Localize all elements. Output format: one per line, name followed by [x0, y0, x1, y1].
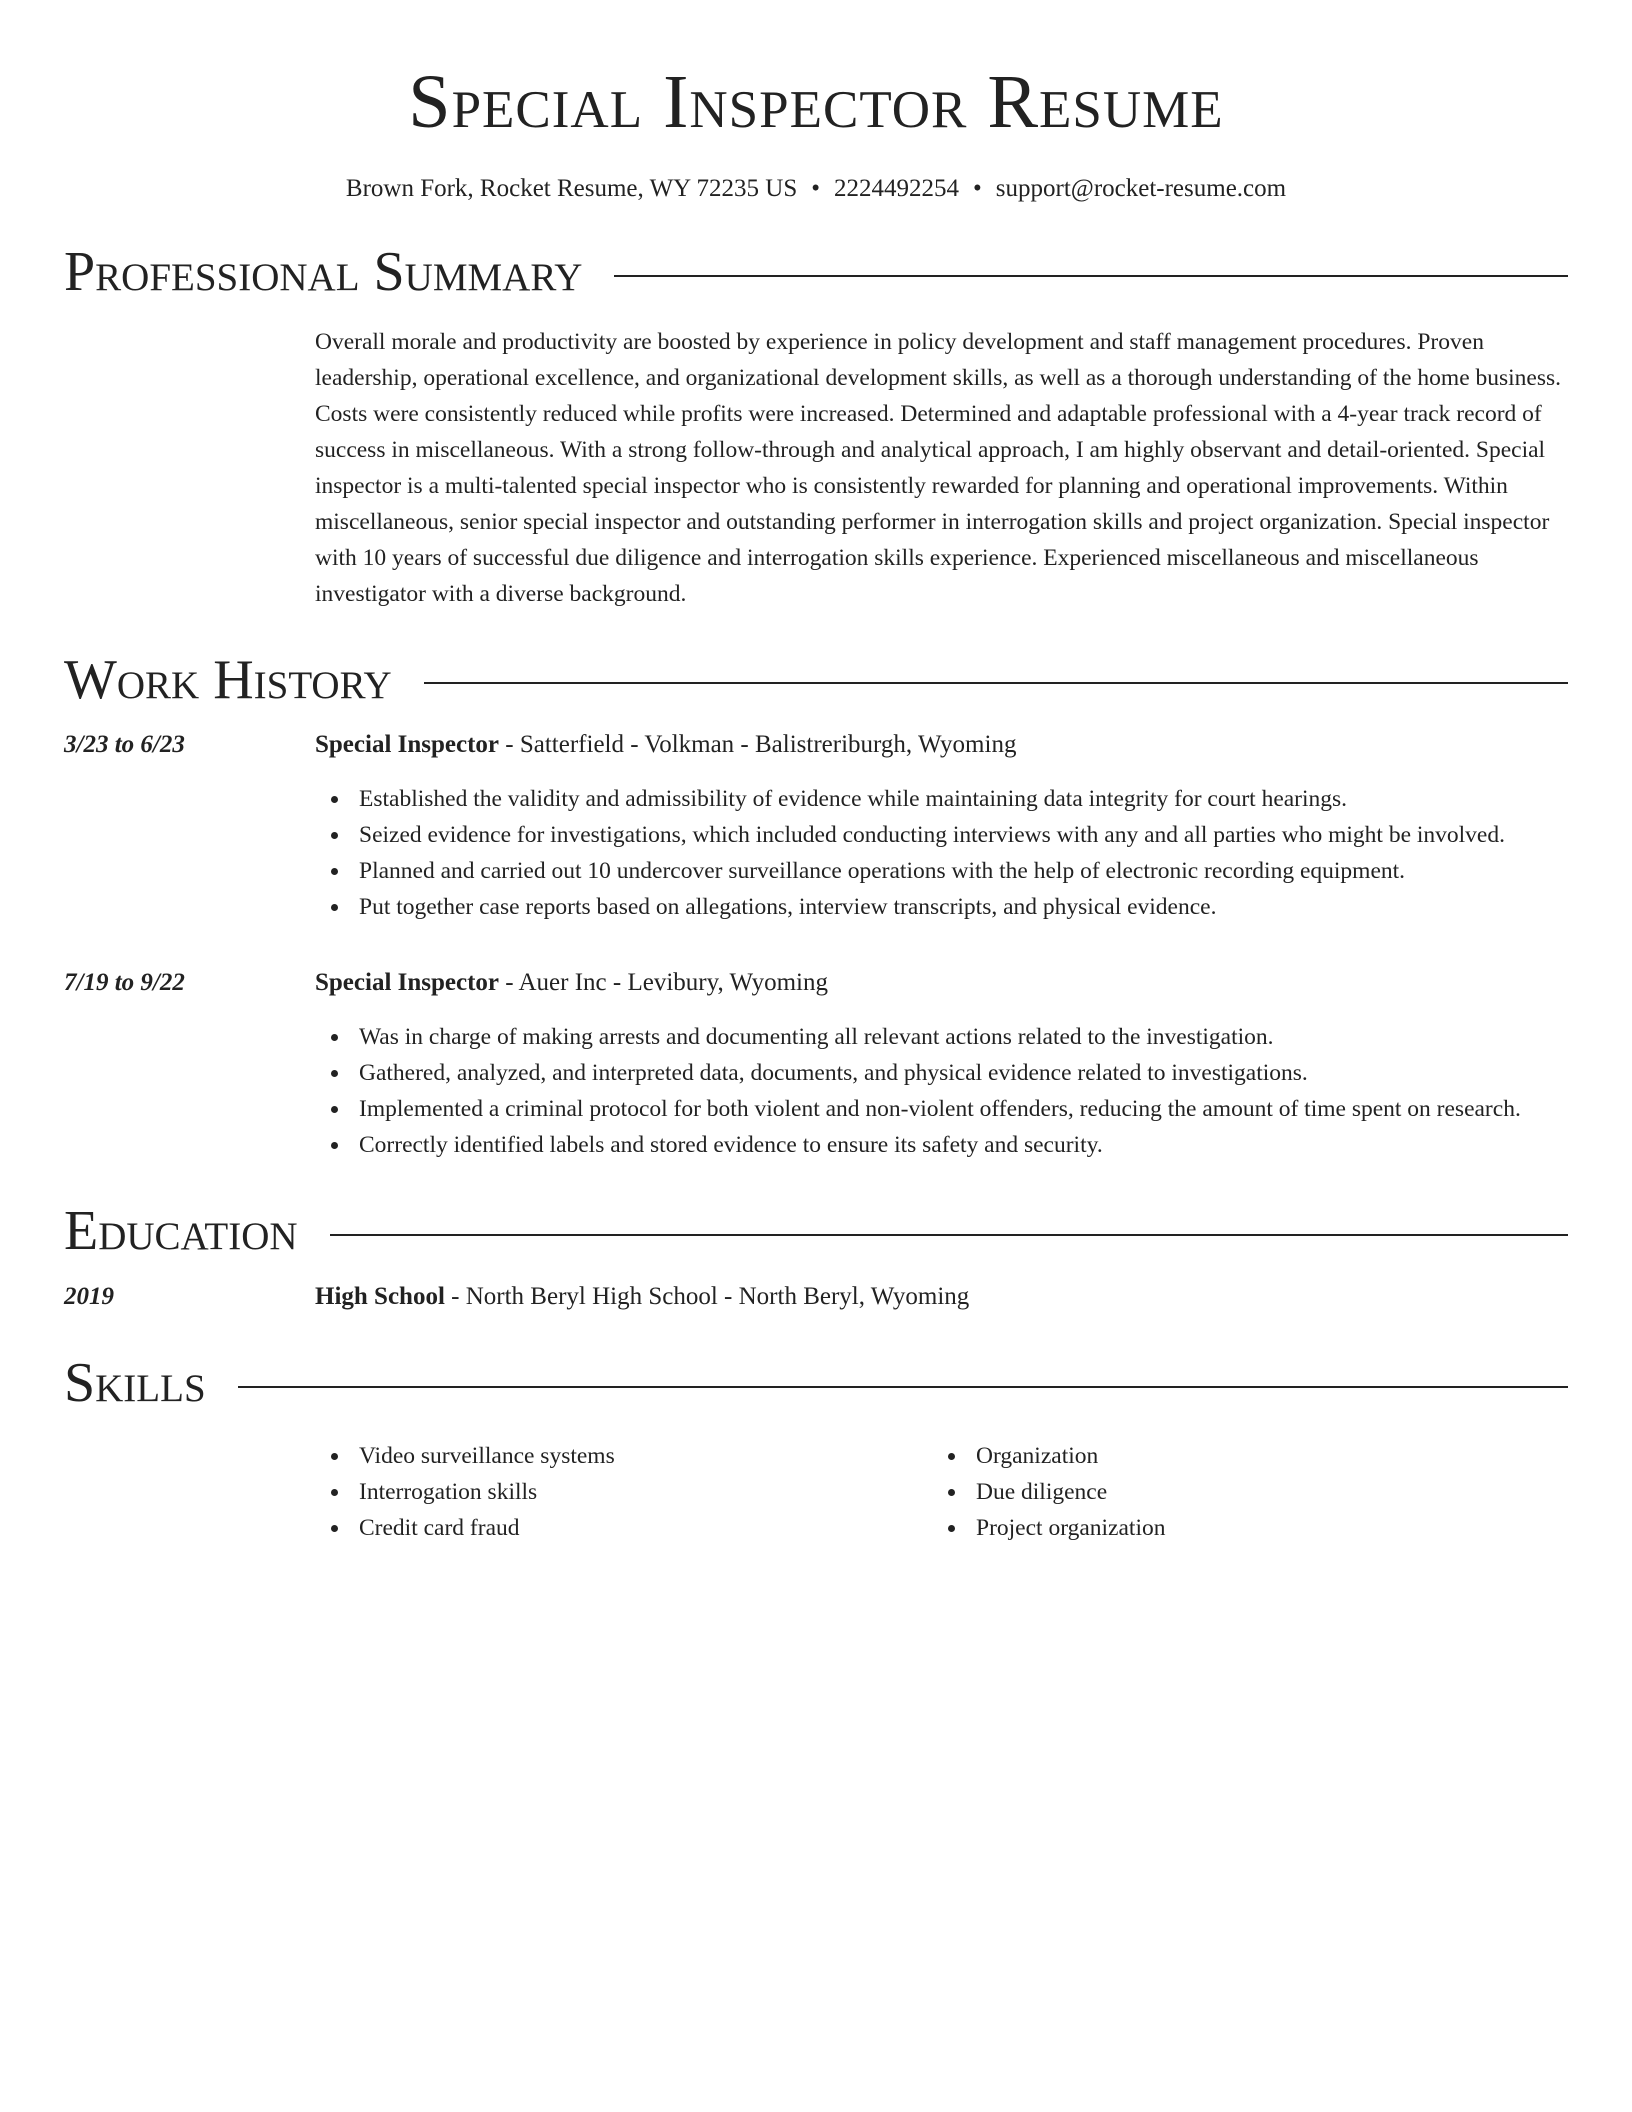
summary-text: Overall morale and productivity are boosted by experience in policy development and staff management procedures. Proven leadership, operational excellence, and organizational development skills, as well as a thorough understanding of the home business. Costs were consistently reduced while profits were increased. Determined and adaptable professional with a 4-year track record of success in miscellaneous. With a strong follow-through and analytical approach, I am highly observant and detail-oriented. Special inspector is a multi-talented special inspector who is consistently rewarded for planning and operational improvements. Within miscellaneous, senior special inspector and outstanding performer in interrogation skills and project organization. Special inspector with 10 years of successful due diligence and interrogation skills experience. Experienced miscellaneous and miscellaneous investigator with a diverse background. [315, 328, 1562, 607]
education-entry-content [315, 1279, 1568, 1315]
summary-heading: Professional Summary [64, 241, 583, 303]
section-divider [424, 682, 1568, 684]
work-section-header [64, 650, 1568, 712]
education-year: 2019 [64, 1282, 114, 1310]
list-item: Implemented a criminal protocol for both violent and non-violent offenders, reducing the amount of time spent on research. [315, 1091, 1568, 1127]
list-item: Established the validity and admissibility of evidence while maintaining data integrity for court hearings. [315, 781, 1568, 817]
job-title: Special Inspector [315, 731, 500, 759]
work-heading: Work History [64, 648, 392, 711]
work-entry-bullets [315, 781, 1568, 925]
work-entry-dates: 3/23 to 6/23 [64, 731, 185, 759]
list-item: Was in charge of making arrests and documenting all relevant actions related to the investigation. [315, 1019, 1568, 1055]
work-entry-heading [315, 965, 1568, 1001]
work-entry-content [315, 727, 1568, 925]
work-entry [64, 965, 1568, 1163]
section-divider [238, 1386, 1568, 1388]
education-section-header [64, 1201, 1568, 1263]
contact-line [64, 174, 1568, 204]
education-entry-heading [315, 1279, 1568, 1315]
skill-item: Project organization [932, 1510, 1549, 1546]
work-entry-heading [315, 727, 1568, 763]
section-divider [614, 275, 1568, 277]
skills-column-right [932, 1438, 1549, 1546]
work-entry-content [315, 965, 1568, 1163]
work-entry-bullets [315, 1019, 1568, 1163]
skills-grid [315, 1438, 1568, 1546]
skills-column-left [315, 1438, 932, 1546]
skill-item: Credit card fraud [315, 1510, 932, 1546]
skills-section-header [64, 1353, 1568, 1415]
education-entry [64, 1279, 1568, 1315]
skill-item: Interrogation skills [315, 1474, 932, 1510]
list-item: Gathered, analyzed, and interpreted data, documents, and physical evidence related to investigations. [315, 1055, 1568, 1091]
contact-address: Brown Fork, Rocket Resume, WY 72235 US [345, 175, 798, 202]
contact-email: support@rocket-resume.com [995, 175, 1287, 202]
skill-item: Due diligence [932, 1474, 1549, 1510]
skill-item: Video surveillance systems [315, 1438, 932, 1474]
skill-item: Organization [932, 1438, 1549, 1474]
contact-separator: • [973, 175, 982, 202]
job-details: - Auer Inc - Levibury, Wyoming [499, 969, 828, 997]
section-divider [330, 1234, 1568, 1236]
list-item: Seized evidence for investigations, which included conducting interviews with any and all parties who might be involved. [315, 817, 1568, 853]
list-item: Put together case reports based on allegations, interview transcripts, and physical evidence. [315, 889, 1568, 925]
contact-separator: • [811, 175, 821, 202]
summary-section-header [64, 242, 1568, 304]
school-details: - North Beryl High School - North Beryl, Wyoming [444, 1282, 970, 1310]
contact-phone: 2224492254 [834, 175, 960, 202]
resume-title: Special Inspector Resume [408, 60, 1224, 144]
skills-heading: Skills [64, 1351, 206, 1414]
list-item: Correctly identified labels and stored evidence to ensure its safety and security. [315, 1127, 1568, 1163]
job-details: - Satterfield - Volkman - Balistreriburgh, Wyoming [499, 731, 1017, 759]
job-title: Special Inspector [315, 969, 500, 997]
work-entry-dates: 7/19 to 9/22 [64, 969, 185, 997]
degree-title: High School [315, 1282, 445, 1310]
education-heading: Education [64, 1200, 298, 1263]
work-entry [64, 727, 1568, 925]
list-item: Planned and carried out 10 undercover surveillance operations with the help of electronic recording equipment. [315, 853, 1568, 889]
